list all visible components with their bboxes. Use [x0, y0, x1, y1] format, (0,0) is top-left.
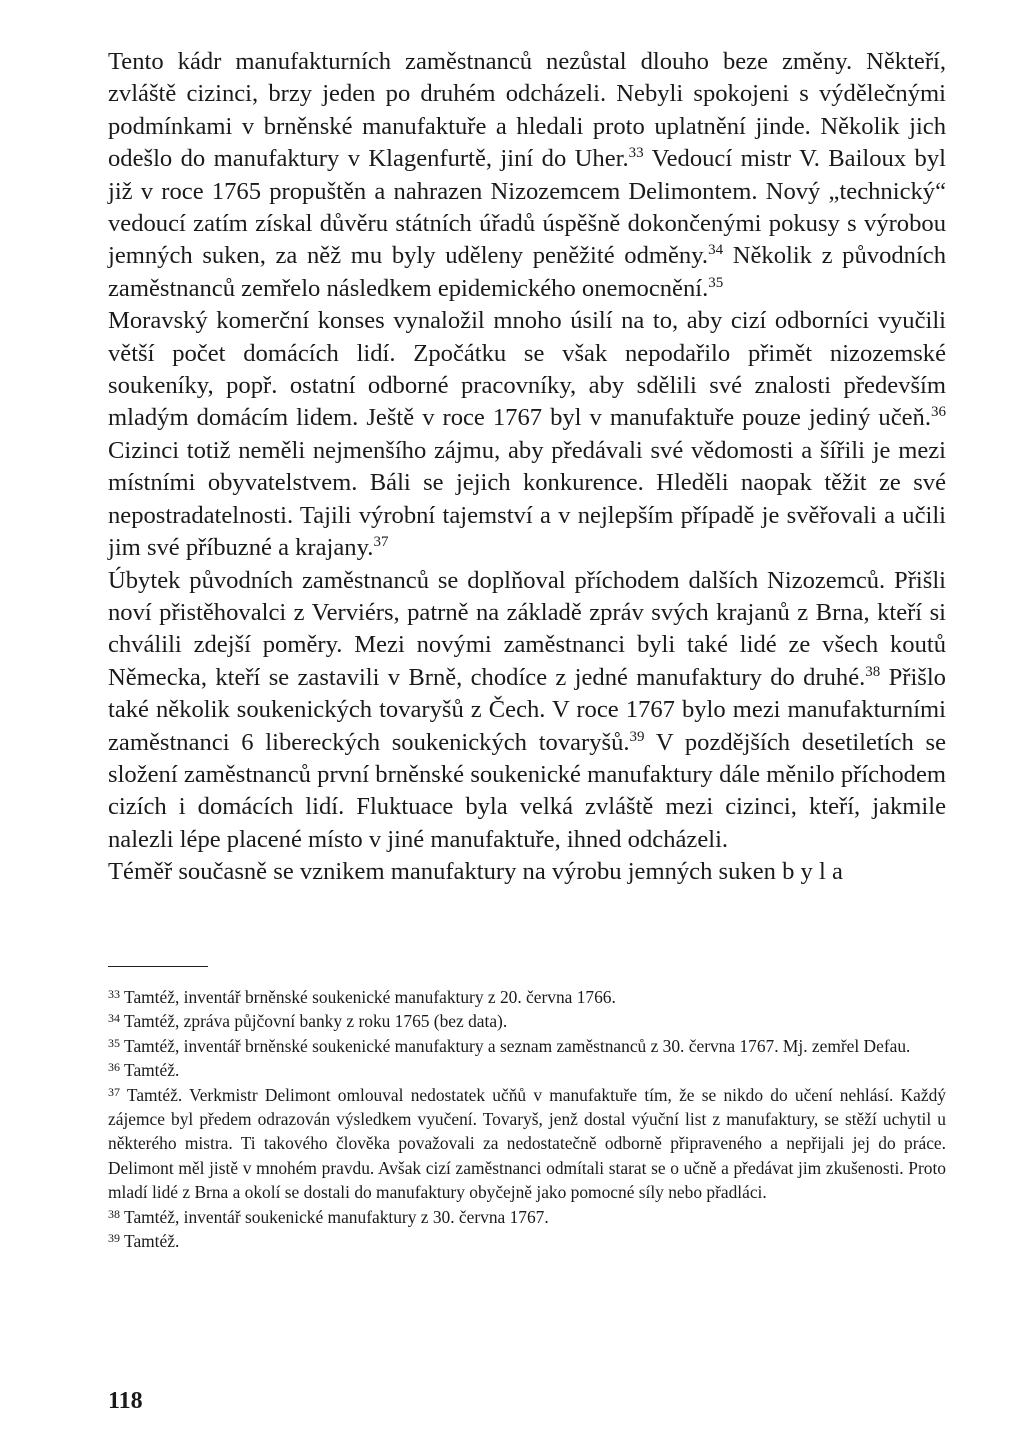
footnote-number: 36	[108, 1060, 120, 1075]
footnote-separator	[108, 966, 208, 967]
footnote-number: 35	[108, 1035, 120, 1050]
footnote-number: 34	[108, 1011, 120, 1026]
text-segment: Několik z původních zaměstnanců zemřelo následkem epidemického onemocnění.	[108, 242, 946, 302]
footnotes	[108, 985, 946, 1253]
footnote	[108, 985, 946, 1009]
text-segment: Vedoucí mistr V. Bailoux byl již v roce 1765 propuštěn a nahrazen Nizozemcem Delimontem. Nový „technický“ vedoucí zatím získal důvěru státních úřadů úspěšně dokončenými pokusy s výrobou jemných suken, za něž mu byly uděleny peněžité odměny.	[108, 145, 946, 270]
footnote	[108, 1205, 946, 1229]
footnote	[108, 1083, 946, 1205]
paragraph	[108, 305, 946, 564]
footnote-reference: 37	[373, 534, 389, 551]
footnote-text: Tamtéž.	[120, 1060, 180, 1081]
footnote-text: Tamtéž, zpráva půjčovní banky z roku 1765 (bez data).	[120, 1011, 508, 1032]
footnote-number: 38	[108, 1206, 120, 1221]
footnote	[108, 1058, 946, 1082]
footnote-number: 39	[108, 1231, 120, 1246]
footnote-reference: 34	[708, 242, 724, 259]
footnote-reference: 36	[931, 404, 946, 421]
text-segment: V pozdějších desetiletích se složení zaměstnanců první brněnské soukenické manufaktury dále měnilo příchodem cizích i domácích lidí. Fluktuace byla velká zvláště mezi cizinci, kteří, jakmile nalezli lépe placené místo v jiné manufaktuře, ihned odcházeli.	[108, 728, 946, 853]
text-segment: Moravský komerční konses vynaložil mnoho úsilí na to, aby cizí odborníci vyučili větší počet domácích lidí. Zpočátku se však nepodařilo přimět nizozemské soukeníky, popř. ostatní odborné pracovníky, aby sdělili své znalosti především mladým domácím lidem. Ještě v roce 1767 byl v manufaktuře pouze jediný učeň.	[108, 307, 946, 432]
footnote-number: 37	[108, 1084, 120, 1099]
paragraph	[108, 46, 946, 305]
footnote-text: Tamtéž, inventář soukenické manufaktury z 30. června 1767.	[120, 1206, 549, 1227]
paragraph	[108, 856, 946, 888]
text-segment: Přišlo také několik soukenických tovaryšů z Čech. V roce 1767 bylo mezi manufakturními zaměstnanci 6 libereckých soukenických tovaryšů.	[108, 663, 946, 756]
text-segment: Cizinci totiž neměli nejmenšího zájmu, aby předávali své vědomosti a šířili je mezi místními obyvatelstvem. Báli se jejich konkurence. Hleděli naopak těžit ze své nepostradatelnosti. Tajili výrobní tajemství a v nejlepším případě je svěřovali a učili jim své příbuzné a krajany.	[108, 436, 946, 562]
footnote-reference: 33	[628, 145, 644, 162]
text-segment: Úbytek původních zaměstnanců se doplňoval příchodem dalších Nizozemců. Přišli noví přistěhovalci z Verviérs, patrně na základě zpráv svých krajanů z Brna, kteří si chválili zdejší poměry. Mezi novými zaměstnanci byli také lidé ze všech koutů Německa, kteří se zastavili v Brně, chodíce z jedné manufaktury do druhé.	[108, 566, 946, 691]
main-text	[108, 46, 946, 889]
footnote-reference: 39	[629, 728, 645, 745]
text-segment: Téměř současně se vznikem manufaktury na výrobu jemných suken b y l a	[108, 858, 843, 886]
footnote-reference: 35	[708, 274, 724, 291]
paragraph	[108, 565, 946, 857]
text-segment: Tento kádr manufakturních zaměstnanců nezůstal dlouho beze změny. Někteří, zvláště cizinci, brzy jeden po druhém odcházeli. Nebyli spokojeni s výdělečnými podmínkami v brněnské manufaktuře a hledali proto uplatnění jinde. Několik jich odešlo do manufaktury v Klagenfurtě, jiní do Uher.	[108, 48, 946, 173]
footnote-text: Tamtéž, inventář brněnské soukenické manufaktury a seznam zaměstnanců z 30. června 1767. Mj. zemřel Defau.	[120, 1035, 911, 1056]
page-number: 118	[108, 1388, 143, 1414]
footnote	[108, 1034, 946, 1058]
footnote	[108, 1229, 946, 1253]
footnote-reference: 38	[865, 663, 881, 680]
footnote-text: Tamtéž, inventář brněnské soukenické manufaktury z 20. června 1766.	[120, 987, 616, 1007]
footnote-text: Tamtéž. Verkmistr Delimont omlouval nedostatek učňů v manufaktuře tím, že se nikdo do učení nehlásí. Každý zájemce byl předem odrazován výsledkem vyučení. Tovaryš, jenž dostal výuční list z manufaktury, se stěží uchytil u některého mistra. Ti takového člověka považovali za nedostatečně odborně připraveného a nepřijali jej do práce. Delimont měl jistě v mnohém pravdu. Avšak cizí zaměstnanci odmítali starat se o učně a předávat jim zkušenosti. Proto mladí lidé z Brna a okolí se dostali do manufaktury obyčejně jako pomocné síly nebo přadláci.	[108, 1084, 946, 1203]
footnote-text: Tamtéž.	[120, 1231, 180, 1252]
footnote-number: 33	[108, 987, 120, 1001]
footnote	[108, 1009, 946, 1033]
